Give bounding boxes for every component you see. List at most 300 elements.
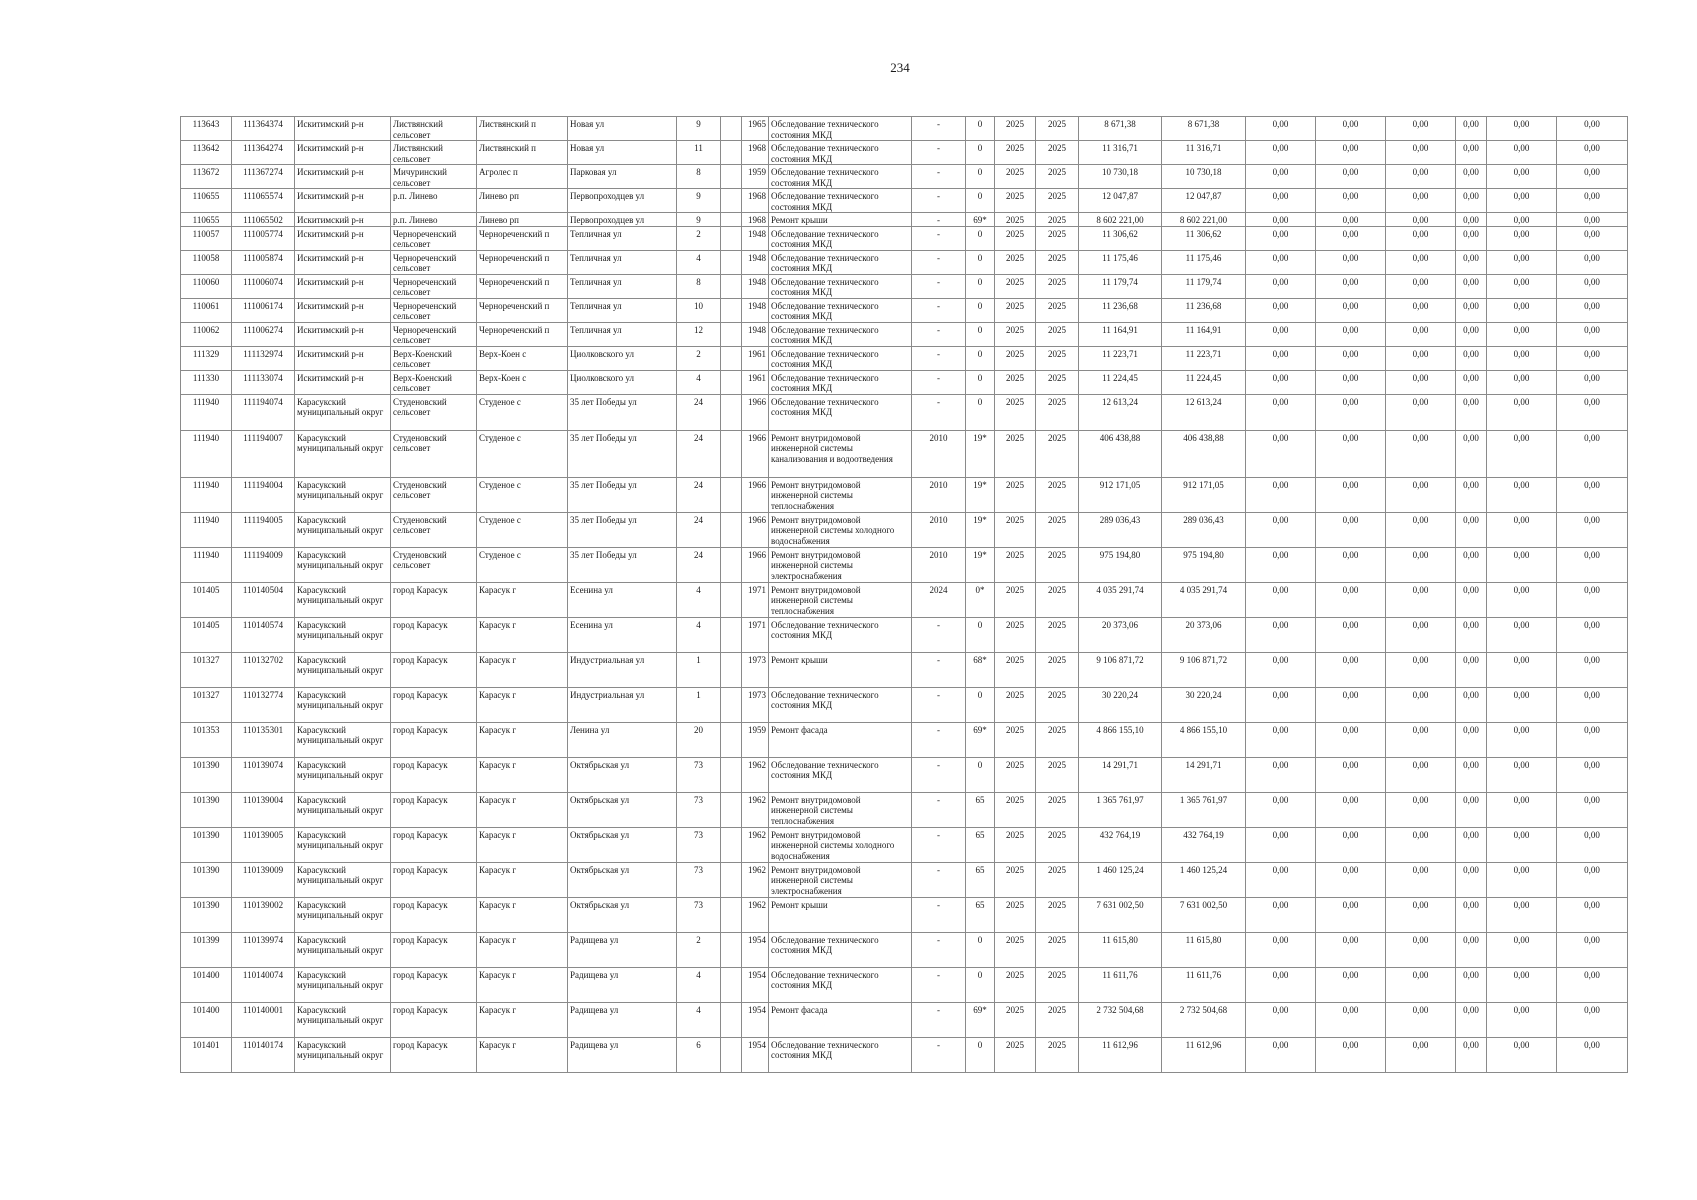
cell-cost-col-3: 0,00 xyxy=(1246,117,1316,141)
cell-plan-year-end: 2025 xyxy=(1036,897,1079,932)
cell-cost-col-7: 0,00 xyxy=(1487,1002,1557,1037)
cell-street: Радищева ул xyxy=(568,1002,677,1037)
cell-house-number: 4 xyxy=(677,617,721,652)
cell-plan-year-end: 2025 xyxy=(1036,582,1079,617)
cell-cost-col-8: 0,00 xyxy=(1557,687,1628,722)
cell-municipality: Листвянский сельсовет xyxy=(391,117,477,141)
cell-plan-year-end: 2025 xyxy=(1036,512,1079,547)
cell-cost-col-4: 0,00 xyxy=(1316,967,1386,1002)
cell-last-repair-year: - xyxy=(912,862,966,897)
cell-street: Индустриальная ул xyxy=(568,652,677,687)
cell-municipality: Студеновский сельсовет xyxy=(391,430,477,477)
cell-plan-year-end: 2025 xyxy=(1036,687,1079,722)
cell-cost-col-5: 0,00 xyxy=(1386,792,1456,827)
cell-year-built: 1961 xyxy=(742,346,769,370)
cell-year-built: 1968 xyxy=(742,213,769,227)
cell-cost-col-8: 0,00 xyxy=(1557,213,1628,227)
table-row xyxy=(181,141,1628,165)
cell-building xyxy=(721,394,742,430)
cell-district: Карасукский муниципальный округ xyxy=(295,897,391,932)
cell-plan-year-end: 2025 xyxy=(1036,189,1079,213)
table-row xyxy=(181,189,1628,213)
cell-house-number: 6 xyxy=(677,1037,721,1072)
cell-cost-col-4: 0,00 xyxy=(1316,322,1386,346)
cell-wear-percent: 65 xyxy=(966,862,995,897)
cell-ogrn-id: 101390 xyxy=(181,897,232,932)
cell-cost-col-7: 0,00 xyxy=(1487,897,1557,932)
cell-cost-col-4: 0,00 xyxy=(1316,430,1386,477)
cell-work-type: Ремонт крыши xyxy=(769,897,912,932)
cell-cost-col-6: 0,00 xyxy=(1456,189,1487,213)
cell-ogrn-id: 101405 xyxy=(181,617,232,652)
cell-total-cost: 4 035 291,74 xyxy=(1079,582,1162,617)
cell-total-cost: 11 164,91 xyxy=(1079,322,1162,346)
cell-cost-col-7: 0,00 xyxy=(1487,1037,1557,1072)
cell-cost-col-6: 0,00 xyxy=(1456,582,1487,617)
cell-building xyxy=(721,827,742,862)
cell-work-type: Ремонт внутридомовой инженерной системы теплоснабжения xyxy=(769,792,912,827)
cell-fund-cost: 8 671,38 xyxy=(1162,117,1246,141)
cell-settlement: Листвянский п xyxy=(477,141,568,165)
cell-ogrn-id: 110058 xyxy=(181,250,232,274)
cell-plan-year-start: 2025 xyxy=(995,827,1036,862)
cell-ogrn-id: 111940 xyxy=(181,394,232,430)
cell-district: Карасукский муниципальный округ xyxy=(295,394,391,430)
cell-house-number: 24 xyxy=(677,394,721,430)
cell-street: Тепличная ул xyxy=(568,298,677,322)
cell-wear-percent: 19* xyxy=(966,547,995,582)
cell-year-built: 1966 xyxy=(742,512,769,547)
cell-municipality: город Карасук xyxy=(391,757,477,792)
cell-street: Есенина ул xyxy=(568,617,677,652)
cell-municipality: Чернореченский сельсовет xyxy=(391,298,477,322)
cell-cost-col-6: 0,00 xyxy=(1456,1002,1487,1037)
cell-district: Искитимский р-н xyxy=(295,226,391,250)
cell-plan-year-start: 2025 xyxy=(995,1002,1036,1037)
cell-settlement: Карасук г xyxy=(477,1037,568,1072)
cell-last-repair-year: - xyxy=(912,932,966,967)
cell-settlement: Чернореченский п xyxy=(477,250,568,274)
cell-house-id: 111194004 xyxy=(232,477,295,512)
cell-plan-year-start: 2025 xyxy=(995,394,1036,430)
cell-house-number: 10 xyxy=(677,298,721,322)
cell-cost-col-7: 0,00 xyxy=(1487,322,1557,346)
cell-last-repair-year: - xyxy=(912,617,966,652)
cell-street: Есенина ул xyxy=(568,582,677,617)
cell-cost-col-6: 0,00 xyxy=(1456,213,1487,227)
cell-cost-col-4: 0,00 xyxy=(1316,117,1386,141)
cell-cost-col-6: 0,00 xyxy=(1456,757,1487,792)
cell-building xyxy=(721,932,742,967)
cell-district: Карасукский муниципальный округ xyxy=(295,827,391,862)
cell-work-type: Ремонт внутридомовой инженерной системы холодного водоснабжения xyxy=(769,827,912,862)
table-row xyxy=(181,117,1628,141)
cell-cost-col-6: 0,00 xyxy=(1456,298,1487,322)
cell-cost-col-6: 0,00 xyxy=(1456,827,1487,862)
cell-year-built: 1966 xyxy=(742,477,769,512)
cell-plan-year-end: 2025 xyxy=(1036,165,1079,189)
cell-cost-col-3: 0,00 xyxy=(1246,346,1316,370)
cell-house-id: 110132702 xyxy=(232,652,295,687)
cell-ogrn-id: 111329 xyxy=(181,346,232,370)
cell-cost-col-5: 0,00 xyxy=(1386,1002,1456,1037)
cell-plan-year-end: 2025 xyxy=(1036,141,1079,165)
cell-cost-col-3: 0,00 xyxy=(1246,322,1316,346)
cell-cost-col-3: 0,00 xyxy=(1246,1037,1316,1072)
cell-cost-col-3: 0,00 xyxy=(1246,141,1316,165)
cell-plan-year-start: 2025 xyxy=(995,213,1036,227)
cell-cost-col-4: 0,00 xyxy=(1316,652,1386,687)
table-row xyxy=(181,687,1628,722)
cell-cost-col-7: 0,00 xyxy=(1487,141,1557,165)
cell-cost-col-8: 0,00 xyxy=(1557,322,1628,346)
cell-plan-year-start: 2025 xyxy=(995,226,1036,250)
cell-year-built: 1954 xyxy=(742,932,769,967)
cell-house-id: 110139009 xyxy=(232,862,295,897)
cell-cost-col-3: 0,00 xyxy=(1246,932,1316,967)
cell-wear-percent: 68* xyxy=(966,652,995,687)
cell-cost-col-4: 0,00 xyxy=(1316,757,1386,792)
cell-district: Карасукский муниципальный округ xyxy=(295,722,391,757)
cell-building xyxy=(721,617,742,652)
cell-district: Карасукский муниципальный округ xyxy=(295,1037,391,1072)
cell-cost-col-8: 0,00 xyxy=(1557,932,1628,967)
cell-plan-year-start: 2025 xyxy=(995,117,1036,141)
cell-fund-cost: 9 106 871,72 xyxy=(1162,652,1246,687)
cell-cost-col-8: 0,00 xyxy=(1557,189,1628,213)
cell-cost-col-8: 0,00 xyxy=(1557,967,1628,1002)
cell-work-type: Обследование технического состояния МКД xyxy=(769,274,912,298)
cell-house-id: 111132974 xyxy=(232,346,295,370)
table-row xyxy=(181,370,1628,394)
cell-cost-col-7: 0,00 xyxy=(1487,117,1557,141)
cell-house-id: 110140074 xyxy=(232,967,295,1002)
cell-work-type: Ремонт внутридомовой инженерной системы теплоснабжения xyxy=(769,477,912,512)
table-row xyxy=(181,862,1628,897)
cell-municipality: Верх-Коенский сельсовет xyxy=(391,346,477,370)
cell-last-repair-year: - xyxy=(912,687,966,722)
cell-ogrn-id: 101401 xyxy=(181,1037,232,1072)
cell-street: Первопроходцев ул xyxy=(568,189,677,213)
cell-house-id: 110139002 xyxy=(232,897,295,932)
cell-work-type: Ремонт внутридомовой инженерной системы электроснабжения xyxy=(769,862,912,897)
cell-municipality: город Карасук xyxy=(391,897,477,932)
cell-street: Октябрьская ул xyxy=(568,757,677,792)
cell-wear-percent: 19* xyxy=(966,477,995,512)
cell-district: Карасукский муниципальный округ xyxy=(295,477,391,512)
cell-settlement: Карасук г xyxy=(477,757,568,792)
cell-cost-col-8: 0,00 xyxy=(1557,617,1628,652)
cell-settlement: Чернореченский п xyxy=(477,298,568,322)
cell-fund-cost: 14 291,71 xyxy=(1162,757,1246,792)
cell-total-cost: 11 316,71 xyxy=(1079,141,1162,165)
cell-ogrn-id: 101400 xyxy=(181,1002,232,1037)
cell-cost-col-3: 0,00 xyxy=(1246,652,1316,687)
cell-cost-col-6: 0,00 xyxy=(1456,932,1487,967)
cell-house-number: 11 xyxy=(677,141,721,165)
cell-cost-col-8: 0,00 xyxy=(1557,1002,1628,1037)
cell-last-repair-year: 2024 xyxy=(912,582,966,617)
cell-municipality: Чернореченский сельсовет xyxy=(391,274,477,298)
cell-house-number: 24 xyxy=(677,430,721,477)
cell-wear-percent: 69* xyxy=(966,213,995,227)
cell-house-id: 111006174 xyxy=(232,298,295,322)
cell-cost-col-4: 0,00 xyxy=(1316,1037,1386,1072)
cell-house-id: 111133074 xyxy=(232,370,295,394)
cell-cost-col-4: 0,00 xyxy=(1316,932,1386,967)
table-row xyxy=(181,226,1628,250)
cell-house-number: 24 xyxy=(677,477,721,512)
table-row xyxy=(181,757,1628,792)
table-row xyxy=(181,346,1628,370)
cell-settlement: Линево рп xyxy=(477,213,568,227)
cell-street: Тепличная ул xyxy=(568,226,677,250)
table-row xyxy=(181,250,1628,274)
cell-plan-year-end: 2025 xyxy=(1036,274,1079,298)
cell-fund-cost: 30 220,24 xyxy=(1162,687,1246,722)
cell-municipality: Студеновский сельсовет xyxy=(391,477,477,512)
cell-cost-col-6: 0,00 xyxy=(1456,617,1487,652)
cell-ogrn-id: 111940 xyxy=(181,512,232,547)
cell-fund-cost: 289 036,43 xyxy=(1162,512,1246,547)
cell-cost-col-3: 0,00 xyxy=(1246,547,1316,582)
cell-municipality: Студеновский сельсовет xyxy=(391,394,477,430)
cell-cost-col-7: 0,00 xyxy=(1487,274,1557,298)
cell-building xyxy=(721,477,742,512)
table-row xyxy=(181,582,1628,617)
cell-cost-col-3: 0,00 xyxy=(1246,827,1316,862)
cell-house-id: 111194009 xyxy=(232,547,295,582)
cell-cost-col-5: 0,00 xyxy=(1386,652,1456,687)
cell-cost-col-5: 0,00 xyxy=(1386,862,1456,897)
table-row xyxy=(181,477,1628,512)
cell-cost-col-8: 0,00 xyxy=(1557,430,1628,477)
cell-work-type: Ремонт внутридомовой инженерной системы холодного водоснабжения xyxy=(769,512,912,547)
cell-house-number: 73 xyxy=(677,757,721,792)
cell-municipality: город Карасук xyxy=(391,617,477,652)
table-row xyxy=(181,394,1628,430)
cell-total-cost: 4 866 155,10 xyxy=(1079,722,1162,757)
cell-total-cost: 11 612,96 xyxy=(1079,1037,1162,1072)
cell-cost-col-7: 0,00 xyxy=(1487,582,1557,617)
cell-street: 35 лет Победы ул xyxy=(568,394,677,430)
cell-wear-percent: 0 xyxy=(966,298,995,322)
cell-cost-col-8: 0,00 xyxy=(1557,141,1628,165)
cell-house-id: 110139974 xyxy=(232,932,295,967)
cell-cost-col-5: 0,00 xyxy=(1386,370,1456,394)
cell-plan-year-end: 2025 xyxy=(1036,967,1079,1002)
cell-cost-col-6: 0,00 xyxy=(1456,1037,1487,1072)
cell-building xyxy=(721,298,742,322)
cell-total-cost: 12 047,87 xyxy=(1079,189,1162,213)
cell-work-type: Обследование технического состояния МКД xyxy=(769,967,912,1002)
cell-house-number: 73 xyxy=(677,792,721,827)
cell-municipality: город Карасук xyxy=(391,687,477,722)
cell-work-type: Ремонт внутридомовой инженерной системы теплоснабжения xyxy=(769,582,912,617)
cell-fund-cost: 1 460 125,24 xyxy=(1162,862,1246,897)
cell-settlement: Линево рп xyxy=(477,189,568,213)
cell-building xyxy=(721,165,742,189)
cell-street: 35 лет Победы ул xyxy=(568,512,677,547)
cell-municipality: город Карасук xyxy=(391,792,477,827)
table-row xyxy=(181,897,1628,932)
cell-building xyxy=(721,274,742,298)
cell-house-id: 110139004 xyxy=(232,792,295,827)
cell-settlement: Студеное с xyxy=(477,477,568,512)
cell-year-built: 1962 xyxy=(742,792,769,827)
cell-year-built: 1962 xyxy=(742,757,769,792)
cell-cost-col-8: 0,00 xyxy=(1557,117,1628,141)
cell-cost-col-5: 0,00 xyxy=(1386,722,1456,757)
cell-street: Тепличная ул xyxy=(568,322,677,346)
cell-settlement: Карасук г xyxy=(477,792,568,827)
cell-fund-cost: 10 730,18 xyxy=(1162,165,1246,189)
cell-house-id: 111194007 xyxy=(232,430,295,477)
cell-wear-percent: 0 xyxy=(966,967,995,1002)
cell-cost-col-3: 0,00 xyxy=(1246,792,1316,827)
cell-cost-col-7: 0,00 xyxy=(1487,370,1557,394)
cell-year-built: 1948 xyxy=(742,274,769,298)
cell-fund-cost: 4 035 291,74 xyxy=(1162,582,1246,617)
cell-plan-year-start: 2025 xyxy=(995,652,1036,687)
cell-house-number: 9 xyxy=(677,117,721,141)
cell-municipality: город Карасук xyxy=(391,582,477,617)
cell-last-repair-year: - xyxy=(912,394,966,430)
cell-wear-percent: 19* xyxy=(966,430,995,477)
cell-plan-year-start: 2025 xyxy=(995,722,1036,757)
cell-district: Карасукский муниципальный округ xyxy=(295,932,391,967)
cell-cost-col-6: 0,00 xyxy=(1456,430,1487,477)
cell-cost-col-5: 0,00 xyxy=(1386,512,1456,547)
cell-house-number: 73 xyxy=(677,862,721,897)
cell-settlement: Карасук г xyxy=(477,897,568,932)
cell-ogrn-id: 110655 xyxy=(181,213,232,227)
cell-work-type: Обследование технического состояния МКД xyxy=(769,617,912,652)
cell-district: Карасукский муниципальный округ xyxy=(295,430,391,477)
cell-district: Искитимский р-н xyxy=(295,117,391,141)
cell-work-type: Обследование технического состояния МКД xyxy=(769,250,912,274)
cell-plan-year-start: 2025 xyxy=(995,932,1036,967)
cell-ogrn-id: 110062 xyxy=(181,322,232,346)
cell-municipality: Студеновский сельсовет xyxy=(391,512,477,547)
cell-district: Искитимский р-н xyxy=(295,250,391,274)
cell-cost-col-4: 0,00 xyxy=(1316,687,1386,722)
cell-wear-percent: 0 xyxy=(966,757,995,792)
cell-plan-year-end: 2025 xyxy=(1036,250,1079,274)
cell-work-type: Обследование технического состояния МКД xyxy=(769,141,912,165)
cell-total-cost: 432 764,19 xyxy=(1079,827,1162,862)
cell-cost-col-3: 0,00 xyxy=(1246,687,1316,722)
cell-cost-col-4: 0,00 xyxy=(1316,617,1386,652)
cell-ogrn-id: 113672 xyxy=(181,165,232,189)
cell-cost-col-6: 0,00 xyxy=(1456,117,1487,141)
cell-last-repair-year: - xyxy=(912,189,966,213)
cell-total-cost: 2 732 504,68 xyxy=(1079,1002,1162,1037)
table-row xyxy=(181,617,1628,652)
cell-house-id: 111364274 xyxy=(232,141,295,165)
cell-settlement: Карасук г xyxy=(477,932,568,967)
cell-work-type: Ремонт фасада xyxy=(769,1002,912,1037)
cell-cost-col-3: 0,00 xyxy=(1246,722,1316,757)
cell-cost-col-7: 0,00 xyxy=(1487,512,1557,547)
cell-ogrn-id: 101327 xyxy=(181,687,232,722)
cell-cost-col-8: 0,00 xyxy=(1557,512,1628,547)
cell-plan-year-start: 2025 xyxy=(995,967,1036,1002)
cell-district: Карасукский муниципальный округ xyxy=(295,687,391,722)
cell-wear-percent: 69* xyxy=(966,722,995,757)
cell-cost-col-3: 0,00 xyxy=(1246,897,1316,932)
cell-street: Циолковского ул xyxy=(568,346,677,370)
cell-total-cost: 11 175,46 xyxy=(1079,250,1162,274)
cell-street: Радищева ул xyxy=(568,932,677,967)
cell-total-cost: 30 220,24 xyxy=(1079,687,1162,722)
cell-plan-year-start: 2025 xyxy=(995,189,1036,213)
cell-cost-col-8: 0,00 xyxy=(1557,370,1628,394)
cell-work-type: Обследование технического состояния МКД xyxy=(769,370,912,394)
cell-cost-col-6: 0,00 xyxy=(1456,394,1487,430)
cell-house-id: 110140504 xyxy=(232,582,295,617)
cell-house-id: 111367274 xyxy=(232,165,295,189)
cell-fund-cost: 11 175,46 xyxy=(1162,250,1246,274)
cell-house-id: 110140174 xyxy=(232,1037,295,1072)
cell-building xyxy=(721,1002,742,1037)
cell-last-repair-year: - xyxy=(912,274,966,298)
cell-cost-col-3: 0,00 xyxy=(1246,862,1316,897)
cell-cost-col-8: 0,00 xyxy=(1557,1037,1628,1072)
cell-district: Карасукский муниципальный округ xyxy=(295,1002,391,1037)
cell-work-type: Обследование технического состояния МКД xyxy=(769,346,912,370)
cell-settlement: Карасук г xyxy=(477,722,568,757)
cell-cost-col-8: 0,00 xyxy=(1557,757,1628,792)
cell-wear-percent: 0 xyxy=(966,322,995,346)
cell-wear-percent: 69* xyxy=(966,1002,995,1037)
cell-fund-cost: 11 612,96 xyxy=(1162,1037,1246,1072)
table-row xyxy=(181,1002,1628,1037)
cell-total-cost: 11 224,45 xyxy=(1079,370,1162,394)
cell-cost-col-4: 0,00 xyxy=(1316,512,1386,547)
cell-plan-year-start: 2025 xyxy=(995,141,1036,165)
cell-cost-col-3: 0,00 xyxy=(1246,394,1316,430)
cell-building xyxy=(721,862,742,897)
cell-house-number: 4 xyxy=(677,582,721,617)
cell-work-type: Обследование технического состояния МКД xyxy=(769,298,912,322)
cell-building xyxy=(721,226,742,250)
cell-street: 35 лет Победы ул xyxy=(568,477,677,512)
cell-wear-percent: 0 xyxy=(966,370,995,394)
cell-district: Карасукский муниципальный округ xyxy=(295,512,391,547)
cell-cost-col-5: 0,00 xyxy=(1386,117,1456,141)
cell-house-id: 110135301 xyxy=(232,722,295,757)
cell-building xyxy=(721,547,742,582)
cell-plan-year-end: 2025 xyxy=(1036,1037,1079,1072)
cell-year-built: 1948 xyxy=(742,226,769,250)
cell-ogrn-id: 101353 xyxy=(181,722,232,757)
cell-cost-col-7: 0,00 xyxy=(1487,430,1557,477)
table-row xyxy=(181,1037,1628,1072)
cell-year-built: 1966 xyxy=(742,394,769,430)
cell-fund-cost: 7 631 002,50 xyxy=(1162,897,1246,932)
cell-house-id: 111194005 xyxy=(232,512,295,547)
cell-year-built: 1959 xyxy=(742,722,769,757)
cell-year-built: 1962 xyxy=(742,827,769,862)
cell-plan-year-end: 2025 xyxy=(1036,792,1079,827)
cell-year-built: 1954 xyxy=(742,1037,769,1072)
cell-house-id: 111065502 xyxy=(232,213,295,227)
cell-plan-year-start: 2025 xyxy=(995,298,1036,322)
table-row xyxy=(181,512,1628,547)
cell-total-cost: 12 613,24 xyxy=(1079,394,1162,430)
cell-ogrn-id: 111940 xyxy=(181,430,232,477)
